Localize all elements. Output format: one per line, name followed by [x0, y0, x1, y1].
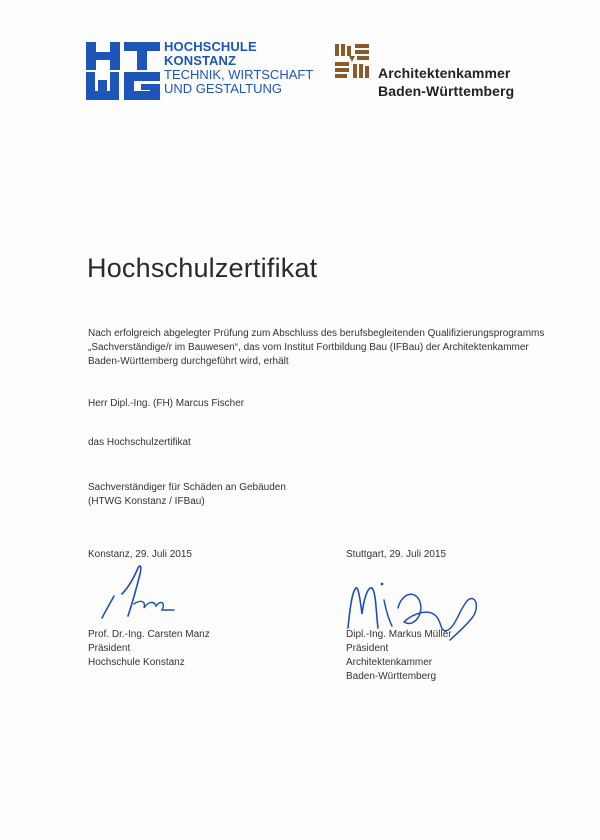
signatory-institution: Architektenkammer	[346, 657, 433, 668]
signatory-role: Präsident	[346, 643, 389, 654]
signatory-left	[88, 628, 210, 670]
signatory-name: Prof. Dr.-Ing. Carsten Manz	[88, 629, 210, 640]
intro-line: Nach erfolgreich abgelegter Prüfung zum Abschluss des berufsbegleitenden Qualifizierungsprogramms	[88, 328, 545, 339]
place-date-left: Konstanz, 29. Juli 2015	[88, 549, 192, 560]
signatory-role: Präsident	[88, 643, 131, 654]
signatory-institution-line-2: Baden-Württemberg	[346, 671, 437, 682]
akbw-wordmark	[378, 64, 514, 100]
recipient-name: Herr Dipl.-Ing. (FH) Marcus Fischer	[88, 398, 245, 409]
signatory-institution: Hochschule Konstanz	[88, 657, 185, 668]
certificate-title	[88, 481, 286, 509]
signatory-name: Dipl.-Ing. Markus Müller	[346, 629, 452, 640]
htwg-line-3: TECHNIK, WIRTSCHAFT	[164, 67, 314, 82]
intro-paragraph	[88, 327, 545, 369]
place-date-right: Stuttgart, 29. Juli 2015	[346, 549, 447, 560]
htwg-line-2: KONSTANZ	[164, 53, 237, 68]
intro-line: Baden-Württemberg durchgeführt wird, erhält	[88, 356, 289, 367]
intro-line: „Sachverständige/r im Bauwesen“, das vom Institut Fortbildung Bau (IFBau) der Architektenkammer	[88, 342, 529, 353]
akbw-line-2: Baden-Württemberg	[378, 83, 515, 99]
htwg-wordmark	[164, 40, 313, 96]
htwg-logo-icon	[86, 42, 160, 100]
signature-left	[96, 560, 184, 630]
document-title: Hochschulzertifikat	[87, 253, 318, 283]
htwg-line-4: UND GESTALTUNG	[164, 81, 282, 96]
certificate-title-line-2: (HTWG Konstanz / IFBau)	[88, 496, 205, 507]
akbw-line-1: Architektenkammer	[378, 65, 511, 81]
akbw-logo-icon	[333, 42, 371, 80]
certificate-title-line-1: Sachverständiger für Schäden an Gebäuden	[88, 482, 286, 493]
certificate-type-text: das Hochschulzertifikat	[88, 437, 191, 448]
signatory-right	[346, 628, 452, 684]
htwg-line-1: HOCHSCHULE	[164, 39, 257, 54]
